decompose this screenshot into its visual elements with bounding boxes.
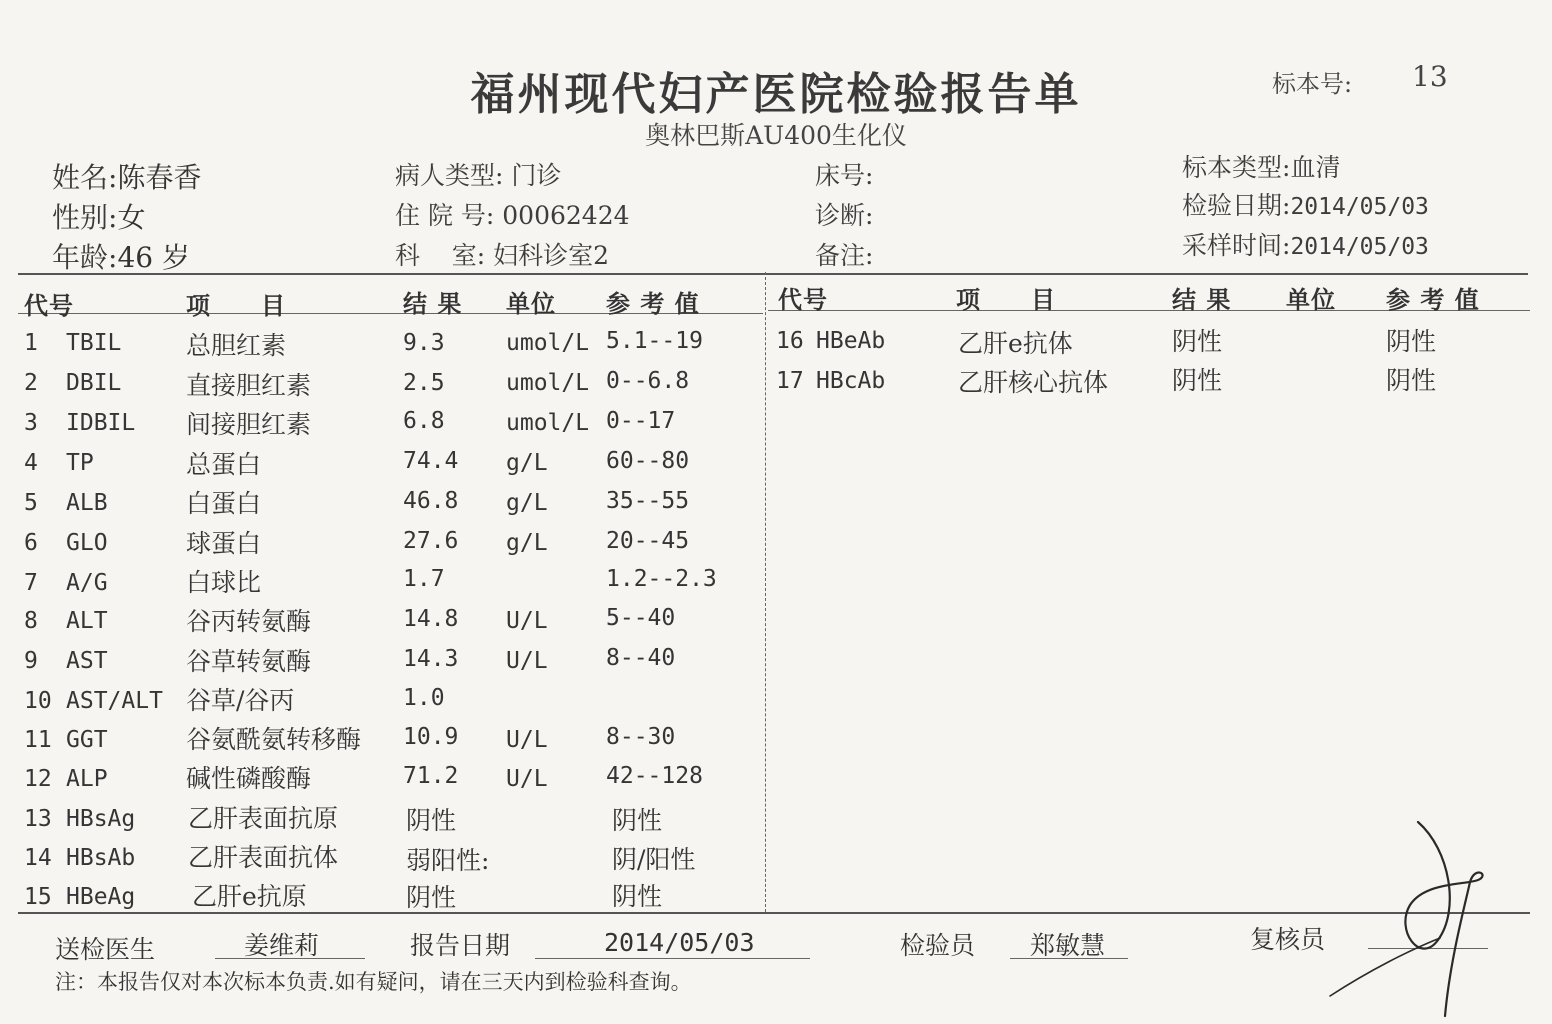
report-title: 福州现代妇产医院检验报告单 [470, 69, 1082, 120]
row-reference: 42--128 [606, 763, 703, 789]
row-result: 阴性 [1172, 327, 1223, 356]
row-reference: 阴性 [1386, 366, 1437, 395]
row-item-name: 白球比 [186, 568, 262, 597]
row-result: 27.6 [403, 528, 459, 554]
row-reference: 阴性 [612, 882, 663, 911]
row-item-name: 谷草/谷丙 [186, 686, 295, 715]
row-result: 46.8 [403, 488, 459, 514]
row-number: 12 [24, 766, 52, 792]
row-unit: umol/L [506, 370, 590, 396]
row-item-name: 总胆红素 [186, 331, 287, 360]
row-item-name: 乙肝核心抗体 [958, 368, 1109, 397]
row-result: 1.7 [403, 566, 445, 592]
row-reference: 5.1--19 [606, 328, 703, 354]
row-code: ALP [66, 766, 108, 792]
row-unit: g/L [506, 450, 548, 476]
row-result: 1.0 [403, 685, 445, 711]
left-header-ref: 参 考 值 [606, 289, 700, 318]
sample-time-value: 2014/05/03 [1290, 234, 1429, 260]
row-number: 4 [24, 450, 38, 476]
row-number: 17 [776, 368, 804, 394]
row-number: 5 [24, 490, 38, 516]
row-number: 3 [24, 410, 38, 436]
row-item-name: 乙肝表面抗原 [188, 804, 339, 833]
report-date-label: 报告日期 [410, 931, 511, 960]
row-number: 11 [24, 727, 52, 753]
row-code: HBeAb [816, 328, 886, 354]
patient-type-value: 门诊 [511, 161, 562, 190]
row-reference: 0--17 [606, 408, 676, 434]
tester-underline [1010, 958, 1128, 959]
row-item-name: 乙肝表面抗体 [188, 843, 339, 872]
row-result: 阴性 [406, 883, 457, 912]
row-code: GGT [66, 727, 108, 753]
tester-label: 检验员 [900, 931, 976, 960]
row-unit: g/L [506, 490, 548, 516]
row-result: 10.9 [403, 724, 459, 750]
row-code: DBIL [66, 370, 122, 396]
name-label: 姓名: [52, 161, 118, 194]
row-item-name: 球蛋白 [186, 529, 262, 558]
row-result: 74.4 [403, 448, 459, 474]
right-header-item: 项 目 [956, 285, 1056, 314]
row-number: 10 [24, 688, 52, 714]
age-value: 46 岁 [117, 241, 190, 274]
left-header-item: 项 目 [186, 291, 286, 320]
patient-type-label: 病人类型: [395, 161, 504, 190]
row-number: 7 [24, 570, 38, 596]
right-header-ref: 参 考 值 [1386, 285, 1480, 314]
row-item-name: 谷氨酰氨转移酶 [186, 725, 362, 754]
row-result: 阴性 [1172, 366, 1223, 395]
row-result: 6.8 [403, 408, 445, 434]
row-code: AST/ALT [66, 688, 163, 714]
row-code: TP [66, 450, 94, 476]
sex-row [52, 196, 145, 236]
row-code: HBsAg [66, 806, 136, 832]
bed-label: 床号: [815, 161, 874, 190]
specimen-no-value: 13 [1412, 60, 1448, 93]
row-code: IDBIL [66, 410, 136, 436]
row-reference: 8--40 [606, 645, 676, 671]
row-number: 16 [776, 328, 804, 354]
sample-time-row [1182, 226, 1429, 262]
row-number: 2 [24, 370, 38, 396]
remark-label: 备注: [815, 241, 874, 270]
left-header-unit: 单位 [506, 289, 556, 318]
row-result: 阴性 [406, 806, 457, 835]
row-unit: g/L [506, 530, 548, 556]
age-row [52, 236, 190, 276]
row-reference: 20--45 [606, 528, 690, 554]
specimen-no-label: 标本号: [1272, 70, 1353, 98]
row-reference: 0--6.8 [606, 368, 690, 394]
footnote: 注：本报告仅对本次标本负责.如有疑问，请在三天内到检验科查询。 [55, 970, 692, 994]
handwritten-signature [1300, 820, 1520, 1020]
reviewer-label: 复核员 [1250, 925, 1326, 954]
row-result: 14.3 [403, 646, 459, 672]
row-result: 9.3 [403, 330, 445, 356]
row-item-name: 乙肝e抗体 [958, 329, 1073, 358]
inpatient-no-row [395, 196, 630, 232]
row-unit: U/L [506, 648, 548, 674]
row-item-name: 总蛋白 [186, 450, 262, 479]
inpatient-no-value: 00062424 [502, 201, 630, 230]
report-date-value: 2014/05/03 [604, 928, 755, 957]
doctor-label: 送检医生 [55, 935, 156, 964]
row-number: 9 [24, 648, 38, 674]
inpatient-no-label: 住 院 号: [395, 201, 495, 230]
row-reference: 阴性 [1386, 327, 1437, 356]
right-header-result: 结 果 [1172, 285, 1232, 314]
doctor-name: 姜维莉 [244, 931, 320, 960]
tester-name: 郑敏慧 [1030, 931, 1106, 960]
row-reference: 阴性 [612, 806, 663, 835]
sex-label: 性别: [52, 201, 118, 234]
row-item-name: 碱性磷酸酶 [186, 764, 312, 793]
row-unit: U/L [506, 727, 548, 753]
test-date-value: 2014/05/03 [1290, 194, 1429, 220]
row-reference: 60--80 [606, 448, 690, 474]
row-reference: 1.2--2.3 [606, 566, 717, 592]
row-reference: 8--30 [606, 724, 676, 750]
diagnosis-label: 诊断: [815, 201, 874, 230]
left-header-code: 代号 [24, 291, 74, 320]
row-result: 2.5 [403, 370, 445, 396]
name-value: 陈春香 [117, 161, 202, 194]
right-header-unit: 单位 [1286, 285, 1336, 314]
table-top-rule [18, 273, 1528, 275]
row-item-name: 谷丙转氨酶 [186, 607, 312, 636]
row-code: GLO [66, 530, 108, 556]
row-number: 14 [24, 845, 52, 871]
row-item-name: 间接胆红素 [186, 410, 312, 439]
row-code: ALT [66, 608, 108, 634]
row-code: HBcAb [816, 368, 886, 394]
row-item-name: 谷草转氨酶 [186, 647, 312, 676]
doctor-underline [215, 958, 365, 959]
row-result: 弱阳性: [406, 846, 490, 875]
row-number: 8 [24, 608, 38, 634]
row-code: AST [66, 648, 108, 674]
row-reference: 35--55 [606, 488, 690, 514]
row-number: 6 [24, 530, 38, 556]
row-code: TBIL [66, 330, 122, 356]
right-header-code: 代号 [778, 285, 828, 314]
row-unit: U/L [506, 608, 548, 634]
row-result: 71.2 [403, 763, 459, 789]
name-row [52, 156, 201, 196]
row-unit: umol/L [506, 330, 590, 356]
test-date-row [1182, 186, 1429, 222]
row-code: HBeAg [66, 884, 136, 910]
row-item-name: 直接胆红素 [186, 371, 312, 400]
instrument-name: 奥林巴斯AU400生化仪 [645, 121, 907, 150]
row-result: 14.8 [403, 606, 459, 632]
department-label: 科 室: [395, 241, 486, 270]
age-label: 年龄: [52, 241, 118, 274]
row-unit: U/L [506, 766, 548, 792]
sample-time-label: 采样时间: [1182, 231, 1291, 260]
specimen-type-value: 血清 [1290, 153, 1341, 182]
row-reference: 5--40 [606, 605, 676, 631]
row-unit: umol/L [506, 410, 590, 436]
specimen-type-row [1182, 148, 1340, 184]
patient-type-row [395, 156, 561, 192]
department-value: 妇科诊室2 [493, 241, 610, 270]
row-reference: 阴/阳性 [612, 845, 696, 874]
report-date-underline [535, 958, 810, 959]
row-code: HBsAb [66, 845, 136, 871]
row-code: A/G [66, 570, 108, 596]
sex-value: 女 [117, 201, 146, 234]
row-code: ALB [66, 490, 108, 516]
department-row [395, 236, 609, 272]
specimen-type-label: 标本类型: [1182, 153, 1291, 182]
row-number: 1 [24, 330, 38, 356]
row-number: 13 [24, 806, 52, 832]
column-divider [765, 272, 766, 912]
row-number: 15 [24, 884, 52, 910]
row-item-name: 乙肝e抗原 [192, 882, 307, 911]
row-item-name: 白蛋白 [186, 489, 262, 518]
test-date-label: 检验日期: [1182, 191, 1291, 220]
left-header-result: 结 果 [403, 289, 463, 318]
